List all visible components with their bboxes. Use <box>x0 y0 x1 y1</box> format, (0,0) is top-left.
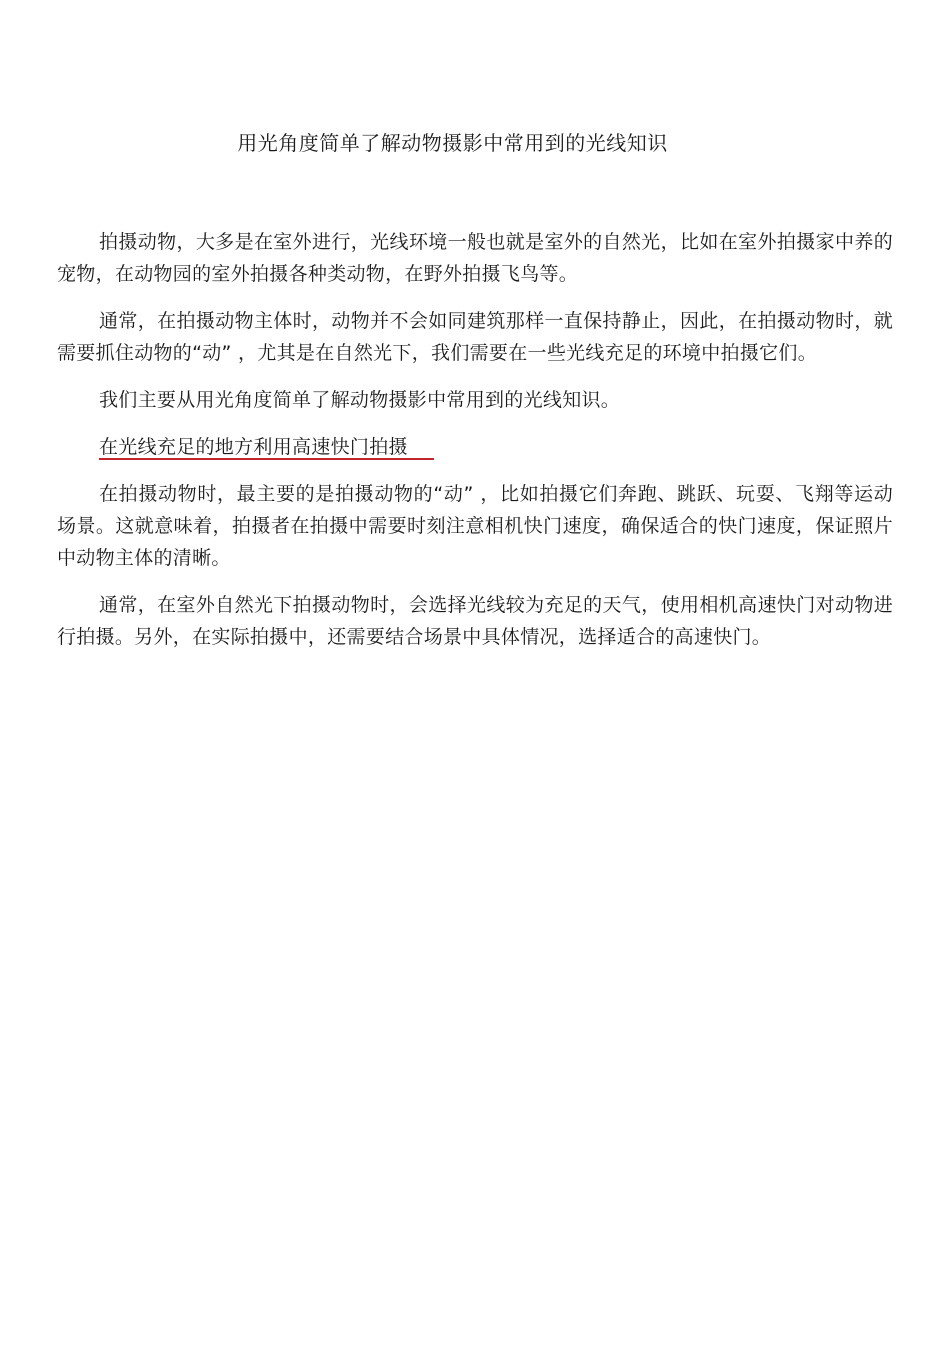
section-heading <box>57 431 893 463</box>
paragraph-shutter-speed: 在拍摄动物时，最主要的是拍摄动物的“动” ，比如拍摄它们奔跑、跳跃、玩耍、飞翔等运动场景。这就意味着，拍摄者在拍摄中需要时刻注意相机快门速度，确保适合的快门速度，保证照片中动物主体的清晰。 <box>57 483 893 569</box>
paragraph-overview: 我们主要从用光角度简单了解动物摄影中常用到的光线知识。 <box>99 389 621 411</box>
document-title: 用光角度简单了解动物摄影中常用到的光线知识 <box>237 131 668 155</box>
paragraph-intro: 拍摄动物，大多是在室外进行，光线环境一般也就是室外的自然光，比如在室外拍摄家中养的宠物，在动物园的室外拍摄各种类动物，在野外拍摄飞鸟等。 <box>57 231 893 285</box>
section-heading-text: 在光线充足的地方利用高速快门拍摄 <box>99 431 434 463</box>
paragraph-motion: 通常，在拍摄动物主体时，动物并不会如同建筑那样一直保持静止，因此，在拍摄动物时，就需要抓住动物的“动” ，尤其是在自然光下，我们需要在一些光线充足的环境中拍摄它们。 <box>57 310 893 364</box>
paragraph-high-speed-shutter: 通常，在室外自然光下拍摄动物时，会选择光线较为充足的天气，使用相机高速快门对动物进行拍摄。另外，在实际拍摄中，还需要结合场景中具体情况，选择适合的高速快门。 <box>57 594 893 648</box>
document-body <box>57 226 893 668</box>
